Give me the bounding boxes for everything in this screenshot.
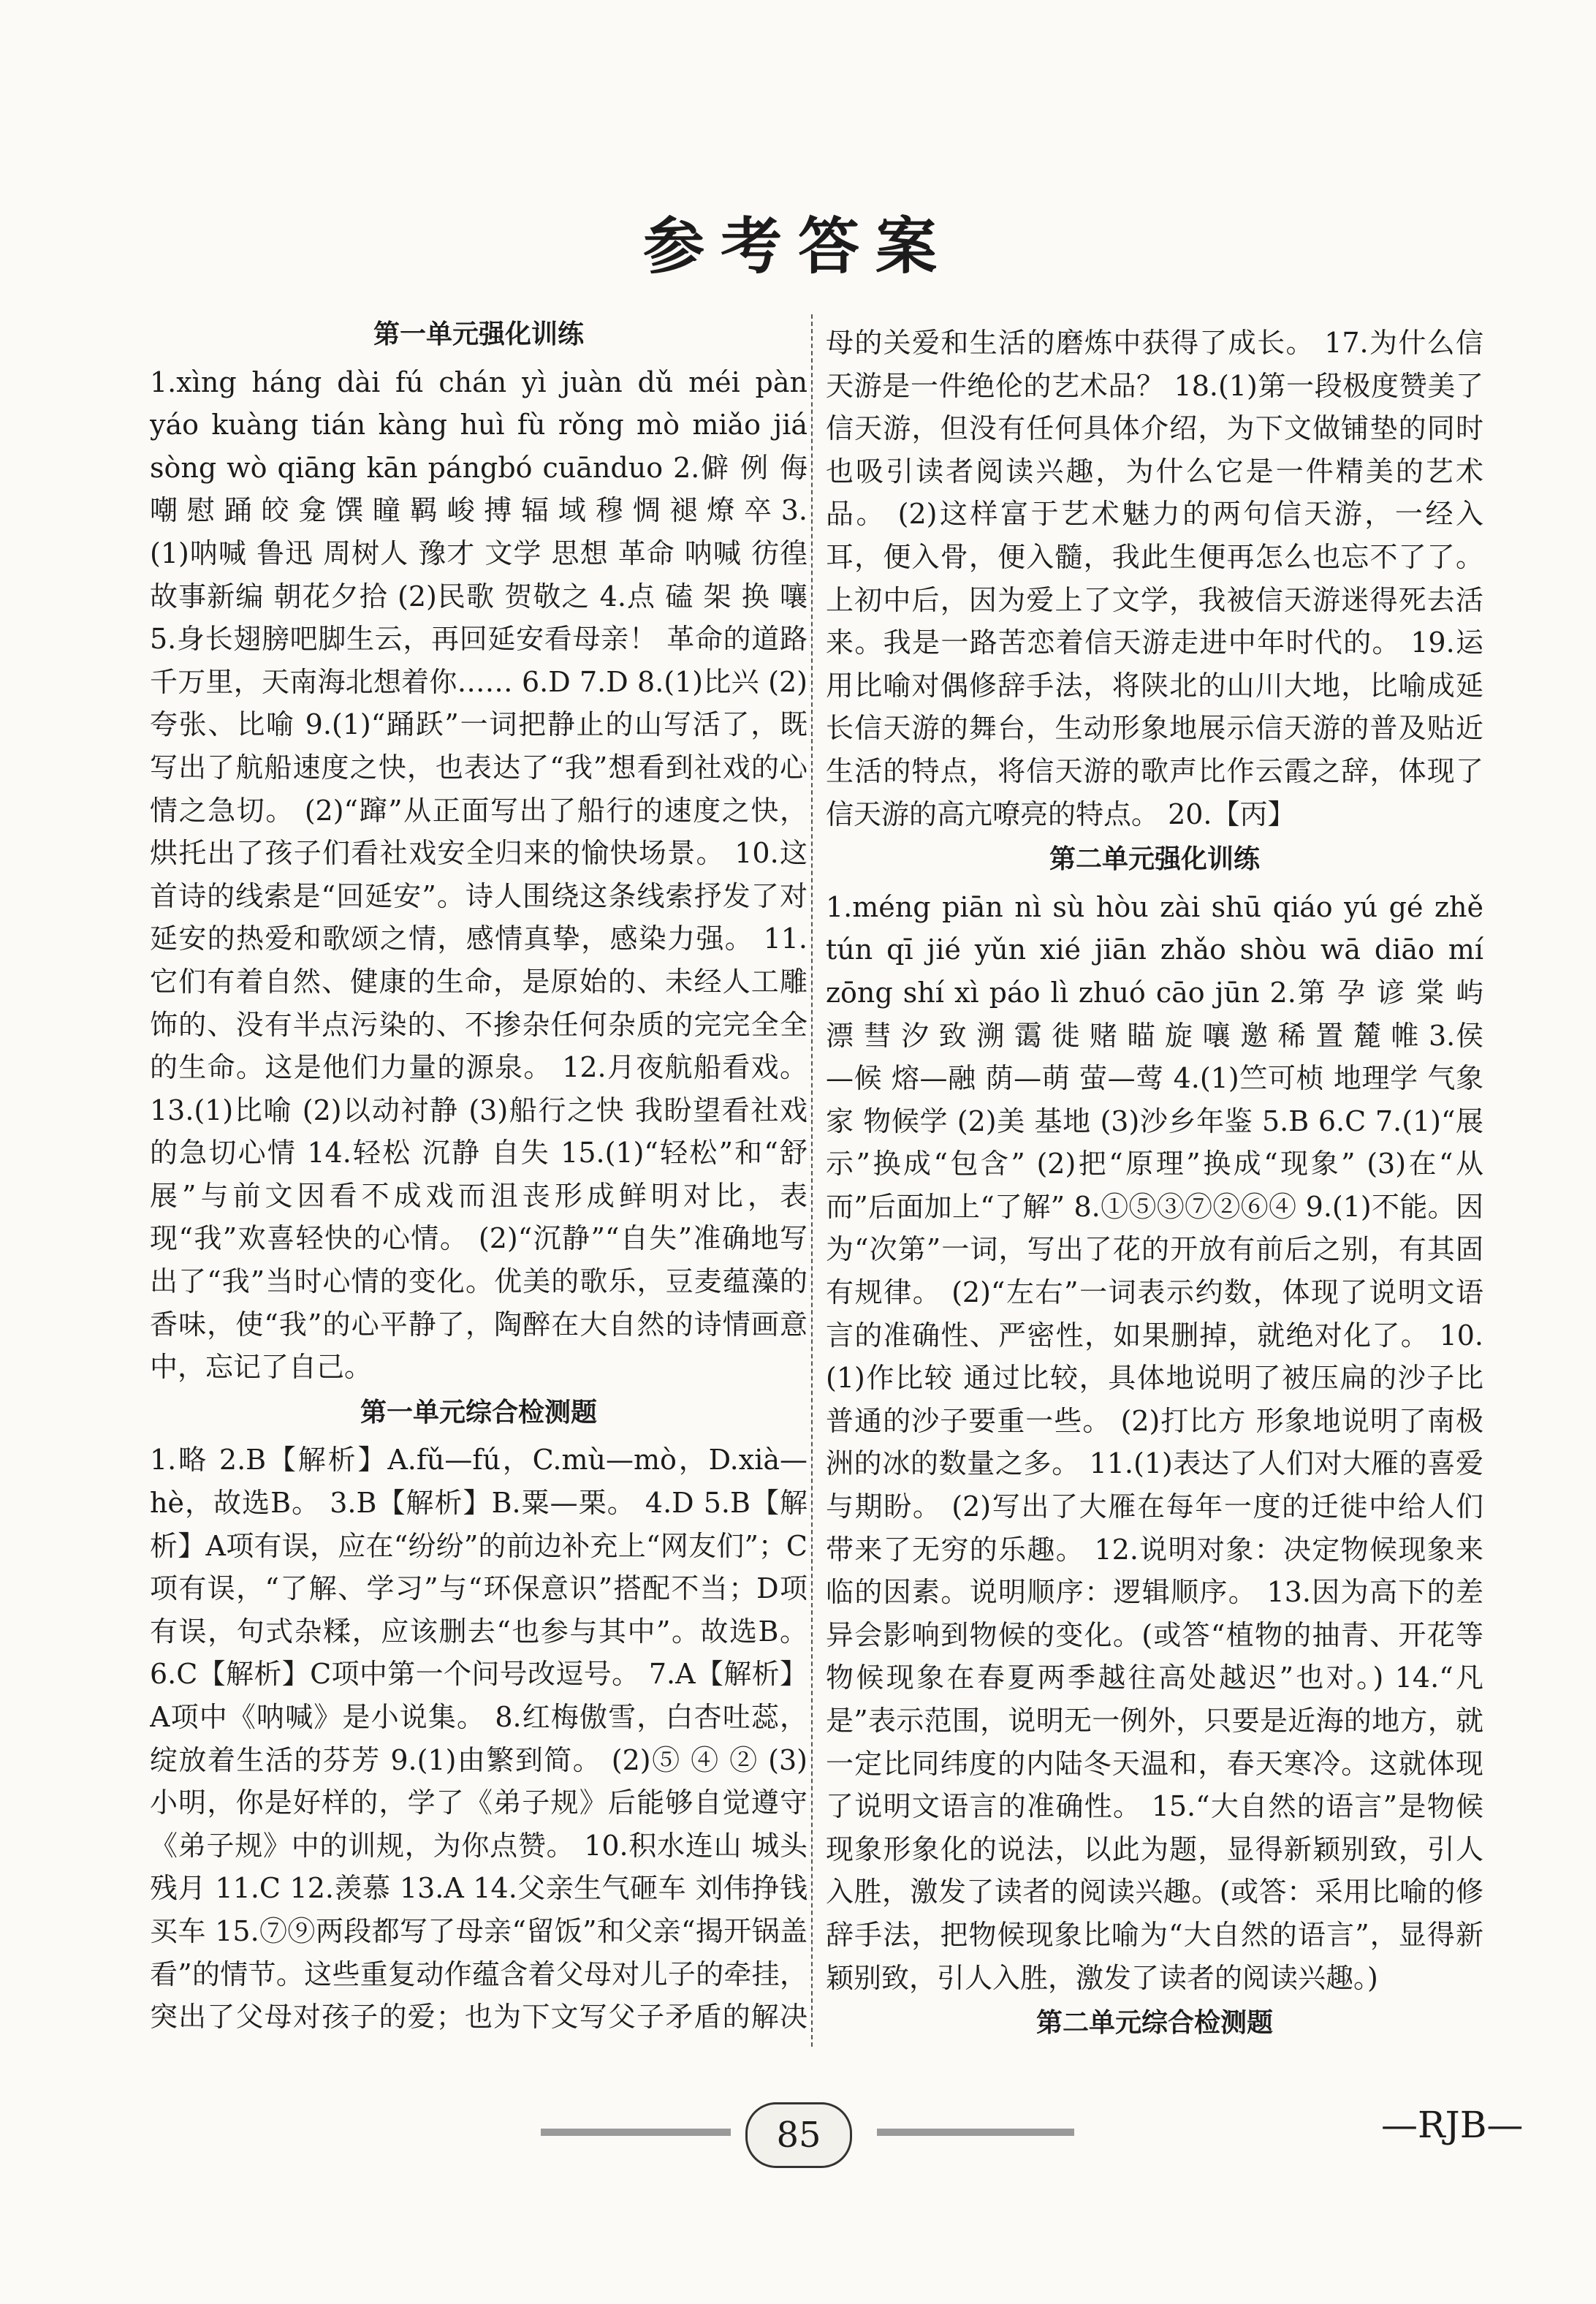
section-heading-unit2-training: 第二单元强化训练: [1049, 844, 1260, 875]
section-heading-unit1-test: 第一单元综合检测题: [360, 1397, 597, 1428]
footer-ornament-left: [541, 2129, 731, 2136]
section-text-unit1-test-continued: 母的关爱和生活的磨炼中获得了成长。 17.为什么信天游是一件绝伦的艺术品？ 18.(1)第一段极度赞美了信天游，但没有任何具体介绍，为下文做铺垫的同时也吸引读者阅读兴趣，为什么它是一件精美的艺术品。 (2)这样富于艺术魅力的两句信天游，一经入耳，便入骨，便入髓，我此生便再怎么也忘不了了。上初中后，因为爱上了文学，我被信天游迷得死去活来。我是一路苦恋着信天游走进中年时代的。 19.运用比喻对偶修辞手法，将陕北的山川大地，比喻成延长信天游的舞台，生动形象地展示信天游的普及贴近生活的特点，将信天游的歌声比作云霞之辞，体现了信天游的高亢嘹亮的特点。 20.【丙】: [826, 327, 1483, 830]
series-code: —RJB—: [1381, 2104, 1524, 2146]
section-heading-unit2-test: 第二单元综合检测题: [1036, 2008, 1273, 2039]
section-text-unit2-training: 1.méng piān nì sù hòu zài shū qiáo yú gé zhě tún qī jié yǔn xié jiān zhǎo shòu wā diāo mí zōng shí xì páo lì zhuó cāo jūn 2.第 孕 谚 棠 屿 漂 彗 汐 致 溯 霭 徙 赌 瞄 旋 嚷 邀 稀 置 麓 帷 3.侯—候 熔—融 荫—萌 萤—莺 4.(1)竺可桢 地理学 气象家 物候学 (2)美 基地 (3)沙乡年鉴 5.B 6.C 7.(1)“展示”换成“包含” (2)把“原理”换成“现象” (3)在“从而”后面加上“了解” 8.①⑤③⑦②⑥④ 9.(1)不能。因为“次第”一词，写出了花的开放有前后之别，有其固有规律。 (2)“左右”一词表示约数，体现了说明文语言的准确性、严密性，如果删掉，就绝对化了。 10.(1)作比较 通过比较，具体地说明了被压扁的沙子比普通的沙子要重一些。 (2)打比方 形象地说明了南极洲的冰的数量之多。 11.(1)表达了人们对大雁的喜爱与期盼。 (2)写出了大雁在每年一度的迁徙中给人们带来了无穷的乐趣。 12.说明对象：决定物候现象来临的因素。说明顺序：逻辑顺序。 13.因为高下的差异会影响到物候的变化。(或答“植物的抽青、开花等物候现象在春夏两季越往高处越迟”也对。) 14.“凡是”表示范围，说明无一例外，只要是近海的地方，就一定比同纬度的内陆冬天温和，春天寒冷。这就体现了说明文语言的准确性。 15.“大自然的语言”是物候现象形象化的说法，以此为题，显得新颖别致，引人入胜，激发了读者的阅读兴趣。(或答：采用比喻的修辞手法，把物候现象比喻为“大自然的语言”，显得新颖别致，引人入胜，激发了读者的阅读兴趣。): [826, 890, 1483, 1994]
column-divider: [811, 314, 813, 2047]
footer-ornament-right: [877, 2129, 1074, 2136]
section-text-unit1-training: 1.xìng háng dài fú chán yì juàn dǔ méi pàn yáo kuàng tián kàng huì fù rǒng mò miǎo jiá sòng wò qiāng kān pángbó cuāndu​o 2.僻 例 侮 嘲 慰 踊 皎 龛 馔 瞳 羁 峻 搏 辐 域 穆 惆 褪 燎 卒 3.(1)呐喊 鲁迅 周树人 豫才 文学 思想 革命 呐喊 彷徨 故事新编 朝花夕拾 (2)民歌 贺敬之 4.点 磕 架 换 嚷 5.身长翅膀吧脚生云，再回延安看母亲！ 革命的道路千万里，天南海北想着你…… 6.D 7.D 8.(1)比兴 (2)夸张、比喻 9.(1)“踊跃”一词把静止的山写活了，既写出了航船速度之快，也表达了“我”想看到社戏的心情之急切。 (2)“蹿”从正面写出了船行的速度之快，烘托出了孩子们看社戏安全归来的愉快场景。 10.这首诗的线索是“回延安”。诗人围绕这条线索抒发了对延安的热爱和歌颂之情，感情真挚，感染力强。 11.它们有着自然、健康的生命，是原始的、未经人工雕饰的、没有半点污染的、不掺杂任何杂质的完完全全的生命。这是他们力量的源泉。 12.月夜航船看戏。 13.(1)比喻 (2)以动衬静 (3)船行之快 我盼望看社戏的急切心情 14.轻松 沉静 自失 15.(1)“轻松”和“舒展”与前文因看不成戏而沮丧形成鲜明对比，表现“我”欢喜轻快的心情。 (2)“沉静”“自失”准确地写出了“我”当时心情的变化。优美的歌乐，豆麦蕴藻的香味，使“我”的心平静了，陶醉在大自然的诗情画意中，忘记了自己。: [150, 365, 808, 1384]
left-column: [150, 311, 808, 2036]
right-column: [826, 322, 1483, 2047]
page-title: 参考答案: [642, 210, 953, 282]
section-text-unit1-test: 1.略 2.B【解析】A.fǔ—fú，C.mù—mò，D.xià—hè，故选B。 3.B【解析】B.粟—栗。 4.D 5.B【解析】A项有误，应在“纷纷”的前边补充上“网友们”；C项有误，“了解、学习”与“环保意识”搭配不当；D项有误，句式杂糅，应该删去“也参与其中”。故选B。 6.C【解析】C项中第一个问号改逗号。 7.A【解析】A项中《呐喊》是小说集。 8.红梅傲雪，白杏吐蕊，绽放着生活的芬芳 9.(1)由繁到简。 (2)⑤ ④ ② (3)小明，你是好样的，学了《弟子规》后能够自觉遵守《弟子规》中的训规，为你点赞。 10.积水连山 城头残月 11.C 12.羡慕 13.A 14.父亲生气砸车 刘伟挣钱买车 15.⑦⑨两段都写了母亲“留饭”和父亲“揭开锅盖看”的情节。这些重复动作蕴含着父母对儿子的牵挂，突出了父母对孩子的爱；也为下文写父子矛盾的解决: [150, 1444, 808, 2034]
page-number: 85: [745, 2102, 852, 2168]
section-heading-unit1-training: 第一单元强化训练: [373, 319, 584, 349]
